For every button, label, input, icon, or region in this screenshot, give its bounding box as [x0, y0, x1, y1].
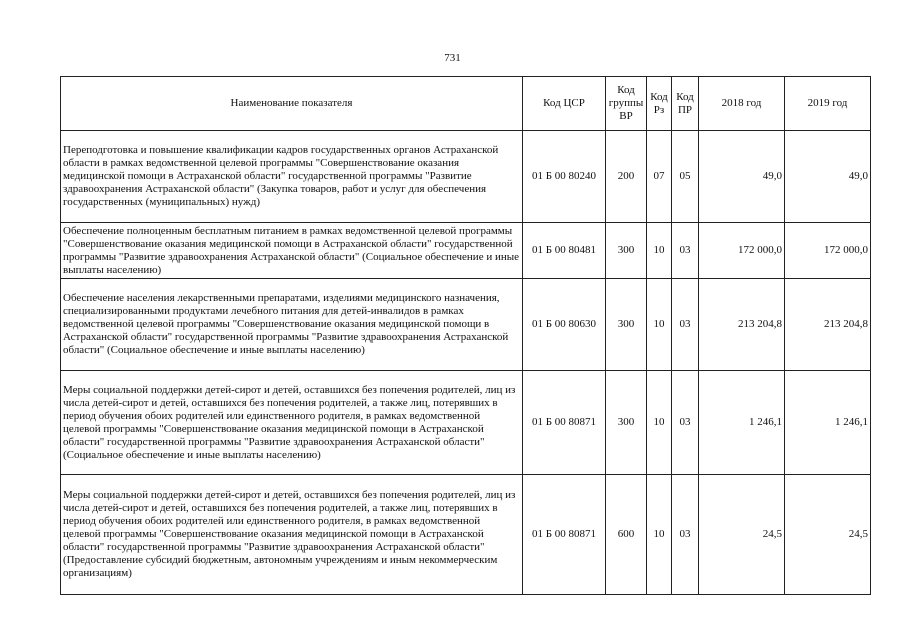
row-pr: 03	[672, 223, 699, 279]
row-name: Обеспечение населения лекарственными препаратами, изделиями медицинского назначения, специализированными продуктами лечебного питания для детей-инвалидов в рамках ведомственной целевой программы "Совершенствование оказания медицинской помощи в Астраханской области" государственной программы "Развитие здравоохранения Астраханской области" (Социальное обеспечение и иные выплаты населению)	[61, 279, 523, 371]
row-csr: 01 Б 00 80871	[523, 475, 606, 595]
row-pr: 03	[672, 475, 699, 595]
header-2019: 2019 год	[785, 77, 871, 131]
row-name: Переподготовка и повышение квалификации кадров государственных органов Астраханской области в рамках ведомственной целевой программы "Совершенствование оказания медицинской помощи в Астраханской области" государственной программы "Развитие здравоохранения Астраханской области" (Закупка товаров, работ и услуг для обеспечения государственных (муниципальных) нужд)	[61, 131, 523, 223]
row-csr: 01 Б 00 80240	[523, 131, 606, 223]
row-2019: 1 246,1	[785, 371, 871, 475]
row-2019: 172 000,0	[785, 223, 871, 279]
row-vr: 200	[606, 131, 647, 223]
table-row	[61, 131, 871, 223]
table-row	[61, 475, 871, 595]
table-row	[61, 223, 871, 279]
row-rz: 07	[647, 131, 672, 223]
row-rz: 10	[647, 223, 672, 279]
row-name: Обеспечение полноценным бесплатным питанием в рамках ведомственной целевой программы "Совершенствование оказания медицинской помощи в Астраханской области" государственной программы "Развитие здравоохранения Астраханской области" (Социальное обеспечение и иные выплаты населению)	[61, 223, 523, 279]
row-name: Меры социальной поддержки детей-сирот и детей, оставшихся без попечения родителей, лиц из числа детей-сирот и детей, оставшихся без попечения родителей, а также лиц, потерявших в период обучения обоих родителей или единственного родителя, в рамках ведомственной целевой программы "Совершенствование оказания медицинской помощи в Астраханской области" государственной программы "Развитие здравоохранения Астраханской области" (Предоставление субсидий бюджетным, автономным учреждениям и иным некоммерческим организациям)	[61, 475, 523, 595]
row-csr: 01 Б 00 80871	[523, 371, 606, 475]
row-vr: 300	[606, 371, 647, 475]
row-2019: 49,0	[785, 131, 871, 223]
row-csr: 01 Б 00 80630	[523, 279, 606, 371]
row-2019: 213 204,8	[785, 279, 871, 371]
row-rz: 10	[647, 279, 672, 371]
row-2018: 213 204,8	[699, 279, 785, 371]
row-pr: 03	[672, 371, 699, 475]
row-2019: 24,5	[785, 475, 871, 595]
header-2018: 2018 год	[699, 77, 785, 131]
header-rz: Код Рз	[647, 77, 672, 131]
row-csr: 01 Б 00 80481	[523, 223, 606, 279]
row-pr: 05	[672, 131, 699, 223]
row-2018: 172 000,0	[699, 223, 785, 279]
budget-table	[60, 76, 871, 595]
row-vr: 600	[606, 475, 647, 595]
row-vr: 300	[606, 223, 647, 279]
table-row	[61, 279, 871, 371]
table-header-row	[61, 77, 871, 131]
header-csr: Код ЦСР	[523, 77, 606, 131]
row-pr: 03	[672, 279, 699, 371]
row-rz: 10	[647, 475, 672, 595]
row-2018: 1 246,1	[699, 371, 785, 475]
page-number: 731	[444, 52, 461, 64]
row-rz: 10	[647, 371, 672, 475]
row-2018: 24,5	[699, 475, 785, 595]
row-vr: 300	[606, 279, 647, 371]
row-2018: 49,0	[699, 131, 785, 223]
row-name: Меры социальной поддержки детей-сирот и детей, оставшихся без попечения родителей, лиц из числа детей-сирот и детей, оставшихся без попечения родителей, а также лиц, потерявших в период обучения обоих родителей или единственного родителя, в рамках ведомственной целевой программы "Совершенствование оказания медицинской помощи в Астраханской области" государственной программы "Развитие здравоохранения Астраханской области" (Социальное обеспечение и иные выплаты населению)	[61, 371, 523, 475]
header-name: Наименование показателя	[61, 77, 523, 131]
header-vr: Код группы ВР	[606, 77, 647, 131]
header-pr: Код ПР	[672, 77, 699, 131]
table-row	[61, 371, 871, 475]
